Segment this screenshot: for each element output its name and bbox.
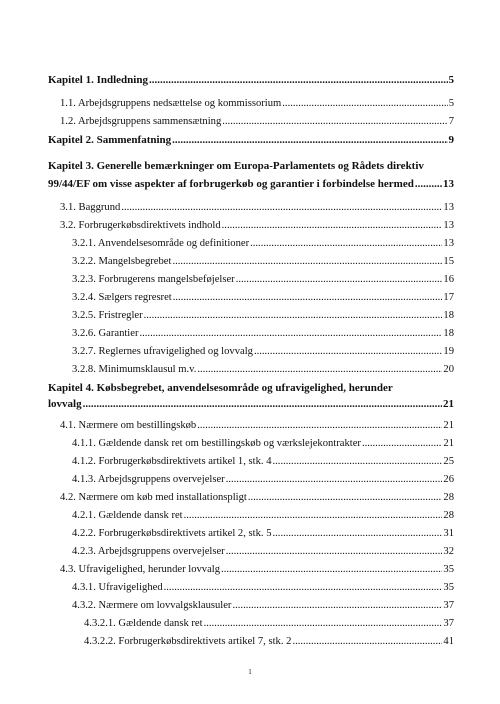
toc-entry-page: 9 bbox=[448, 134, 454, 146]
toc-entry-page: 31 bbox=[443, 528, 454, 539]
toc-entry-title: 4.2.2. Forbrugerkøbsdirektivets artikel 2, stk. 5 bbox=[72, 528, 272, 539]
toc-entry[interactable] bbox=[60, 116, 454, 128]
toc-entry[interactable] bbox=[72, 456, 454, 468]
toc-entry[interactable] bbox=[72, 364, 454, 376]
dot-leader bbox=[226, 474, 443, 486]
toc-entry-page: 26 bbox=[443, 474, 454, 485]
toc-entry-title: 1.2. Arbejdsgruppens sammensætning bbox=[60, 116, 222, 127]
toc-entry-title: 3.2.7. Reglernes ufravigelighed og lovvalg bbox=[72, 346, 253, 357]
toc-entry-title: 4.2.1. Gældende dansk ret bbox=[72, 510, 183, 521]
toc-entry-page: 17 bbox=[443, 292, 454, 303]
toc-entry-page: 13 bbox=[443, 178, 454, 190]
toc-entry[interactable] bbox=[72, 238, 454, 250]
toc-entry[interactable] bbox=[60, 220, 454, 232]
toc-entry-title: 3.2.6. Garantier bbox=[72, 328, 139, 339]
toc-entry-title: 3.2.4. Sælgers regresret bbox=[72, 292, 172, 303]
toc-heading-line: Kapitel 3. Generelle bemærkninger om Europa-Parlamentets og Rådets direktiv bbox=[48, 160, 424, 172]
dot-leader bbox=[149, 74, 448, 86]
dot-leader bbox=[221, 564, 442, 576]
toc-entry-title: 4.1.1. Gældende dansk ret om bestillingskøb og værkslejekontrakter bbox=[72, 438, 361, 449]
dot-leader bbox=[273, 528, 443, 540]
toc-entry-page: 28 bbox=[443, 510, 454, 521]
toc-entry-page: 5 bbox=[448, 98, 454, 109]
dot-leader bbox=[226, 546, 443, 558]
toc-entry[interactable] bbox=[84, 636, 454, 648]
toc-entry-page: 21 bbox=[443, 420, 454, 431]
toc-entry[interactable] bbox=[60, 98, 454, 110]
toc-entry-title: 3.2.1. Anvendelsesområde og definitioner bbox=[72, 238, 250, 249]
toc-entry[interactable] bbox=[48, 74, 454, 86]
toc-entry[interactable] bbox=[72, 546, 454, 558]
dot-leader bbox=[273, 456, 443, 468]
toc-entry-page: 15 bbox=[443, 256, 454, 267]
dot-leader bbox=[173, 292, 443, 304]
dot-leader bbox=[292, 636, 442, 648]
toc-entry-title: 4.3.2. Nærmere om lovvalgsklausuler bbox=[72, 600, 232, 611]
dot-leader bbox=[222, 220, 443, 232]
toc-entry-page: 21 bbox=[443, 398, 454, 410]
toc-entry-title: 4.2.3. Arbejdsgruppens overvejelser bbox=[72, 546, 225, 557]
toc-entry-page: 37 bbox=[443, 600, 454, 611]
toc-entry-page: 32 bbox=[443, 546, 454, 557]
toc-entry-page: 35 bbox=[443, 582, 454, 593]
toc-entry-page: 28 bbox=[443, 492, 454, 503]
toc-entry-title: 4.1.2. Forbrugerkøbsdirektivets artikel 1, stk. 4 bbox=[72, 456, 272, 467]
toc-entry-title: Kapitel 2. Sammenfatning bbox=[48, 134, 172, 146]
toc-entry-page: 37 bbox=[443, 618, 454, 629]
toc-entry[interactable] bbox=[72, 256, 454, 268]
dot-leader bbox=[139, 328, 442, 340]
dot-leader bbox=[204, 618, 443, 630]
toc-entry[interactable] bbox=[72, 510, 454, 522]
toc-entry-page: 7 bbox=[448, 116, 454, 127]
toc-entry[interactable] bbox=[60, 420, 454, 432]
toc-entry-title: 4.1. Nærmere om bestillingskøb bbox=[60, 420, 197, 431]
toc-entry-title: 99/44/EF om visse aspekter af forbrugerkøb og garantier i forbindelse hermed bbox=[48, 178, 414, 190]
dot-leader bbox=[164, 582, 443, 594]
dot-leader bbox=[236, 274, 443, 286]
dot-leader bbox=[172, 256, 442, 268]
dot-leader bbox=[144, 310, 443, 322]
dot-leader bbox=[248, 492, 443, 504]
toc-entry-title: 4.3. Ufravigelighed, herunder lovvalg bbox=[60, 564, 221, 575]
toc-entry-page: 5 bbox=[448, 74, 454, 86]
dot-leader bbox=[222, 116, 447, 128]
toc-entry-title: 4.3.2.2. Forbrugerkøbsdirektivets artikel 7, stk. 2 bbox=[84, 636, 292, 647]
toc-entry-title: lovvalg bbox=[48, 398, 82, 410]
toc-entry[interactable] bbox=[72, 582, 454, 594]
dot-leader bbox=[415, 178, 442, 190]
toc-entry[interactable] bbox=[48, 398, 454, 410]
toc-entry[interactable] bbox=[84, 618, 454, 630]
dot-leader bbox=[254, 346, 442, 358]
toc-entry[interactable] bbox=[60, 202, 454, 214]
dot-leader bbox=[197, 364, 442, 376]
dot-leader bbox=[362, 438, 442, 450]
toc-entry[interactable] bbox=[72, 328, 454, 340]
toc-entry-title: 3.2.5. Fristregler bbox=[72, 310, 143, 321]
dot-leader bbox=[282, 98, 447, 110]
dot-leader bbox=[121, 202, 442, 214]
toc-entry[interactable] bbox=[72, 310, 454, 322]
toc-entry[interactable] bbox=[48, 178, 454, 190]
dot-leader bbox=[250, 238, 442, 250]
toc-entry-page: 19 bbox=[443, 346, 454, 357]
toc-entry[interactable] bbox=[72, 600, 454, 612]
toc-entry[interactable] bbox=[72, 438, 454, 450]
toc-entry-title: 3.2.3. Forbrugerens mangelsbeføjelser bbox=[72, 274, 235, 285]
dot-leader bbox=[232, 600, 442, 612]
toc-entry-page: 13 bbox=[443, 202, 454, 213]
toc-entry-page: 25 bbox=[443, 456, 454, 467]
page-number: 1 bbox=[248, 668, 252, 676]
toc-entry-title: 4.1.3. Arbejdsgruppens overvejelser bbox=[72, 474, 225, 485]
toc-entry[interactable] bbox=[72, 528, 454, 540]
toc-entry[interactable] bbox=[72, 274, 454, 286]
dot-leader bbox=[197, 420, 442, 432]
toc-entry-title: 4.3.1. Ufravigelighed bbox=[72, 582, 163, 593]
toc-entry-page: 13 bbox=[443, 220, 454, 231]
toc-entry-page: 18 bbox=[443, 328, 454, 339]
dot-leader bbox=[83, 398, 442, 410]
toc-entry[interactable] bbox=[60, 564, 454, 576]
toc-entry-page: 21 bbox=[443, 438, 454, 449]
toc-entry[interactable] bbox=[72, 292, 454, 304]
toc-entry-title: 3.1. Baggrund bbox=[60, 202, 121, 213]
toc-entry-page: 16 bbox=[443, 274, 454, 285]
toc-entry-page: 18 bbox=[443, 310, 454, 321]
toc-entry-title: 3.2. Forbrugerkøbsdirektivets indhold bbox=[60, 220, 221, 231]
toc-entry-title: 1.1. Arbejdsgruppens nedsættelse og kommissorium bbox=[60, 98, 282, 109]
toc-entry[interactable] bbox=[72, 346, 454, 358]
toc-entry-title: 3.2.2. Mangelsbegrebet bbox=[72, 256, 172, 267]
toc-entry-page: 35 bbox=[443, 564, 454, 575]
toc-heading-line: Kapitel 4. Købsbegrebet, anvendelsesområde og ufravigelighed, herunder bbox=[48, 382, 393, 394]
dot-leader bbox=[184, 510, 443, 522]
toc-entry-page: 20 bbox=[443, 364, 454, 375]
toc-entry-page: 41 bbox=[443, 636, 454, 647]
toc-entry-title: 4.2. Nærmere om køb med installationspligt bbox=[60, 492, 247, 503]
toc-entry-page: 13 bbox=[443, 238, 454, 249]
toc-entry[interactable] bbox=[72, 474, 454, 486]
toc-entry[interactable] bbox=[48, 134, 454, 146]
dot-leader bbox=[172, 134, 447, 146]
toc-entry-title: 4.3.2.1. Gældende dansk ret bbox=[84, 618, 203, 629]
toc-entry-title: 3.2.8. Minimumsklausul m.v. bbox=[72, 364, 197, 375]
toc-entry[interactable] bbox=[60, 492, 454, 504]
toc-entry-title: Kapitel 1. Indledning bbox=[48, 74, 148, 86]
